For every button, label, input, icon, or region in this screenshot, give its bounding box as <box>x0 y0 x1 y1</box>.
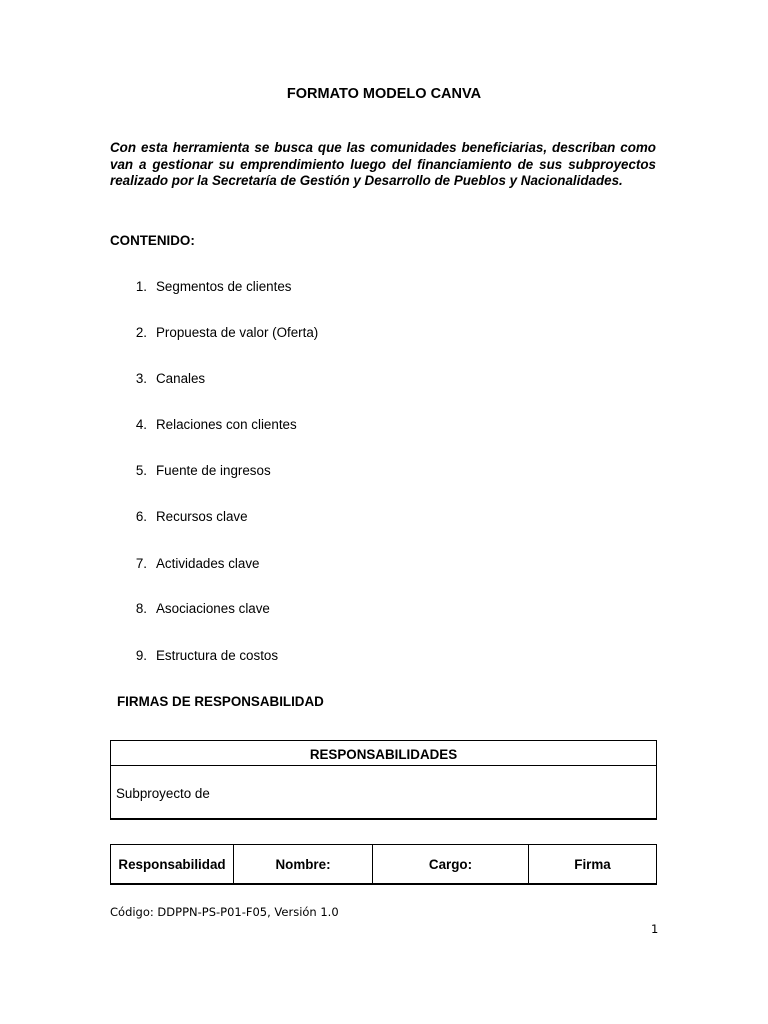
list-item-number: 7. <box>135 556 147 571</box>
list-item-number: 9. <box>135 648 147 663</box>
list-item-label: Propuesta de valor (Oferta) <box>156 325 319 340</box>
list-item-number: 6. <box>135 509 147 524</box>
list-item-label: Canales <box>156 371 206 386</box>
signatures-heading: FIRMAS DE RESPONSABILIDAD <box>117 694 324 709</box>
list-item-number: 5. <box>135 463 147 478</box>
signature-table-header-name: Nombre: <box>275 856 331 872</box>
intro-paragraph: Con esta herramienta se busca que las comunidades beneficiarias, describan como van a gestionar su emprendimiento luego del financiamiento de sus subproyectos realizado por la Secretaría de Gestión y Desarrollo de Pueblos y Nacionalidades. <box>110 140 656 188</box>
signature-table-header-responsibility: Responsabilidad <box>111 845 234 883</box>
list-item-label: Actividades clave <box>156 556 260 571</box>
list-item-number: 3. <box>135 371 147 386</box>
list-item-number: 1. <box>135 279 147 294</box>
list-item-label: Fuente de ingresos <box>156 463 271 478</box>
list-item-label: Relaciones con clientes <box>156 417 297 432</box>
signature-table-header-position: Cargo: <box>372 845 528 883</box>
responsibilities-table-header: RESPONSABILIDADES <box>111 741 656 766</box>
signature-table-header-signature: Firma <box>528 845 656 883</box>
list-item-number: 2. <box>135 325 147 340</box>
list-item-label: Segmentos de clientes <box>156 279 292 294</box>
page-number: 1 <box>651 922 659 936</box>
signature-table <box>110 844 657 885</box>
list-item-label: Asociaciones clave <box>156 601 270 616</box>
contents-heading: CONTENIDO: <box>110 233 195 248</box>
list-item-number: 8. <box>135 601 147 616</box>
subproject-row: Subproyecto de <box>116 786 210 801</box>
responsibilities-table <box>110 740 657 820</box>
list-item-label: Estructura de costos <box>156 648 279 663</box>
list-item-label: Recursos clave <box>156 509 248 524</box>
document-title: FORMATO MODELO CANVA <box>286 86 482 102</box>
footer-document-code: Código: DDPPN-PS-P01-F05, Versión 1.0 <box>110 905 339 919</box>
list-item-number: 4. <box>135 417 147 432</box>
